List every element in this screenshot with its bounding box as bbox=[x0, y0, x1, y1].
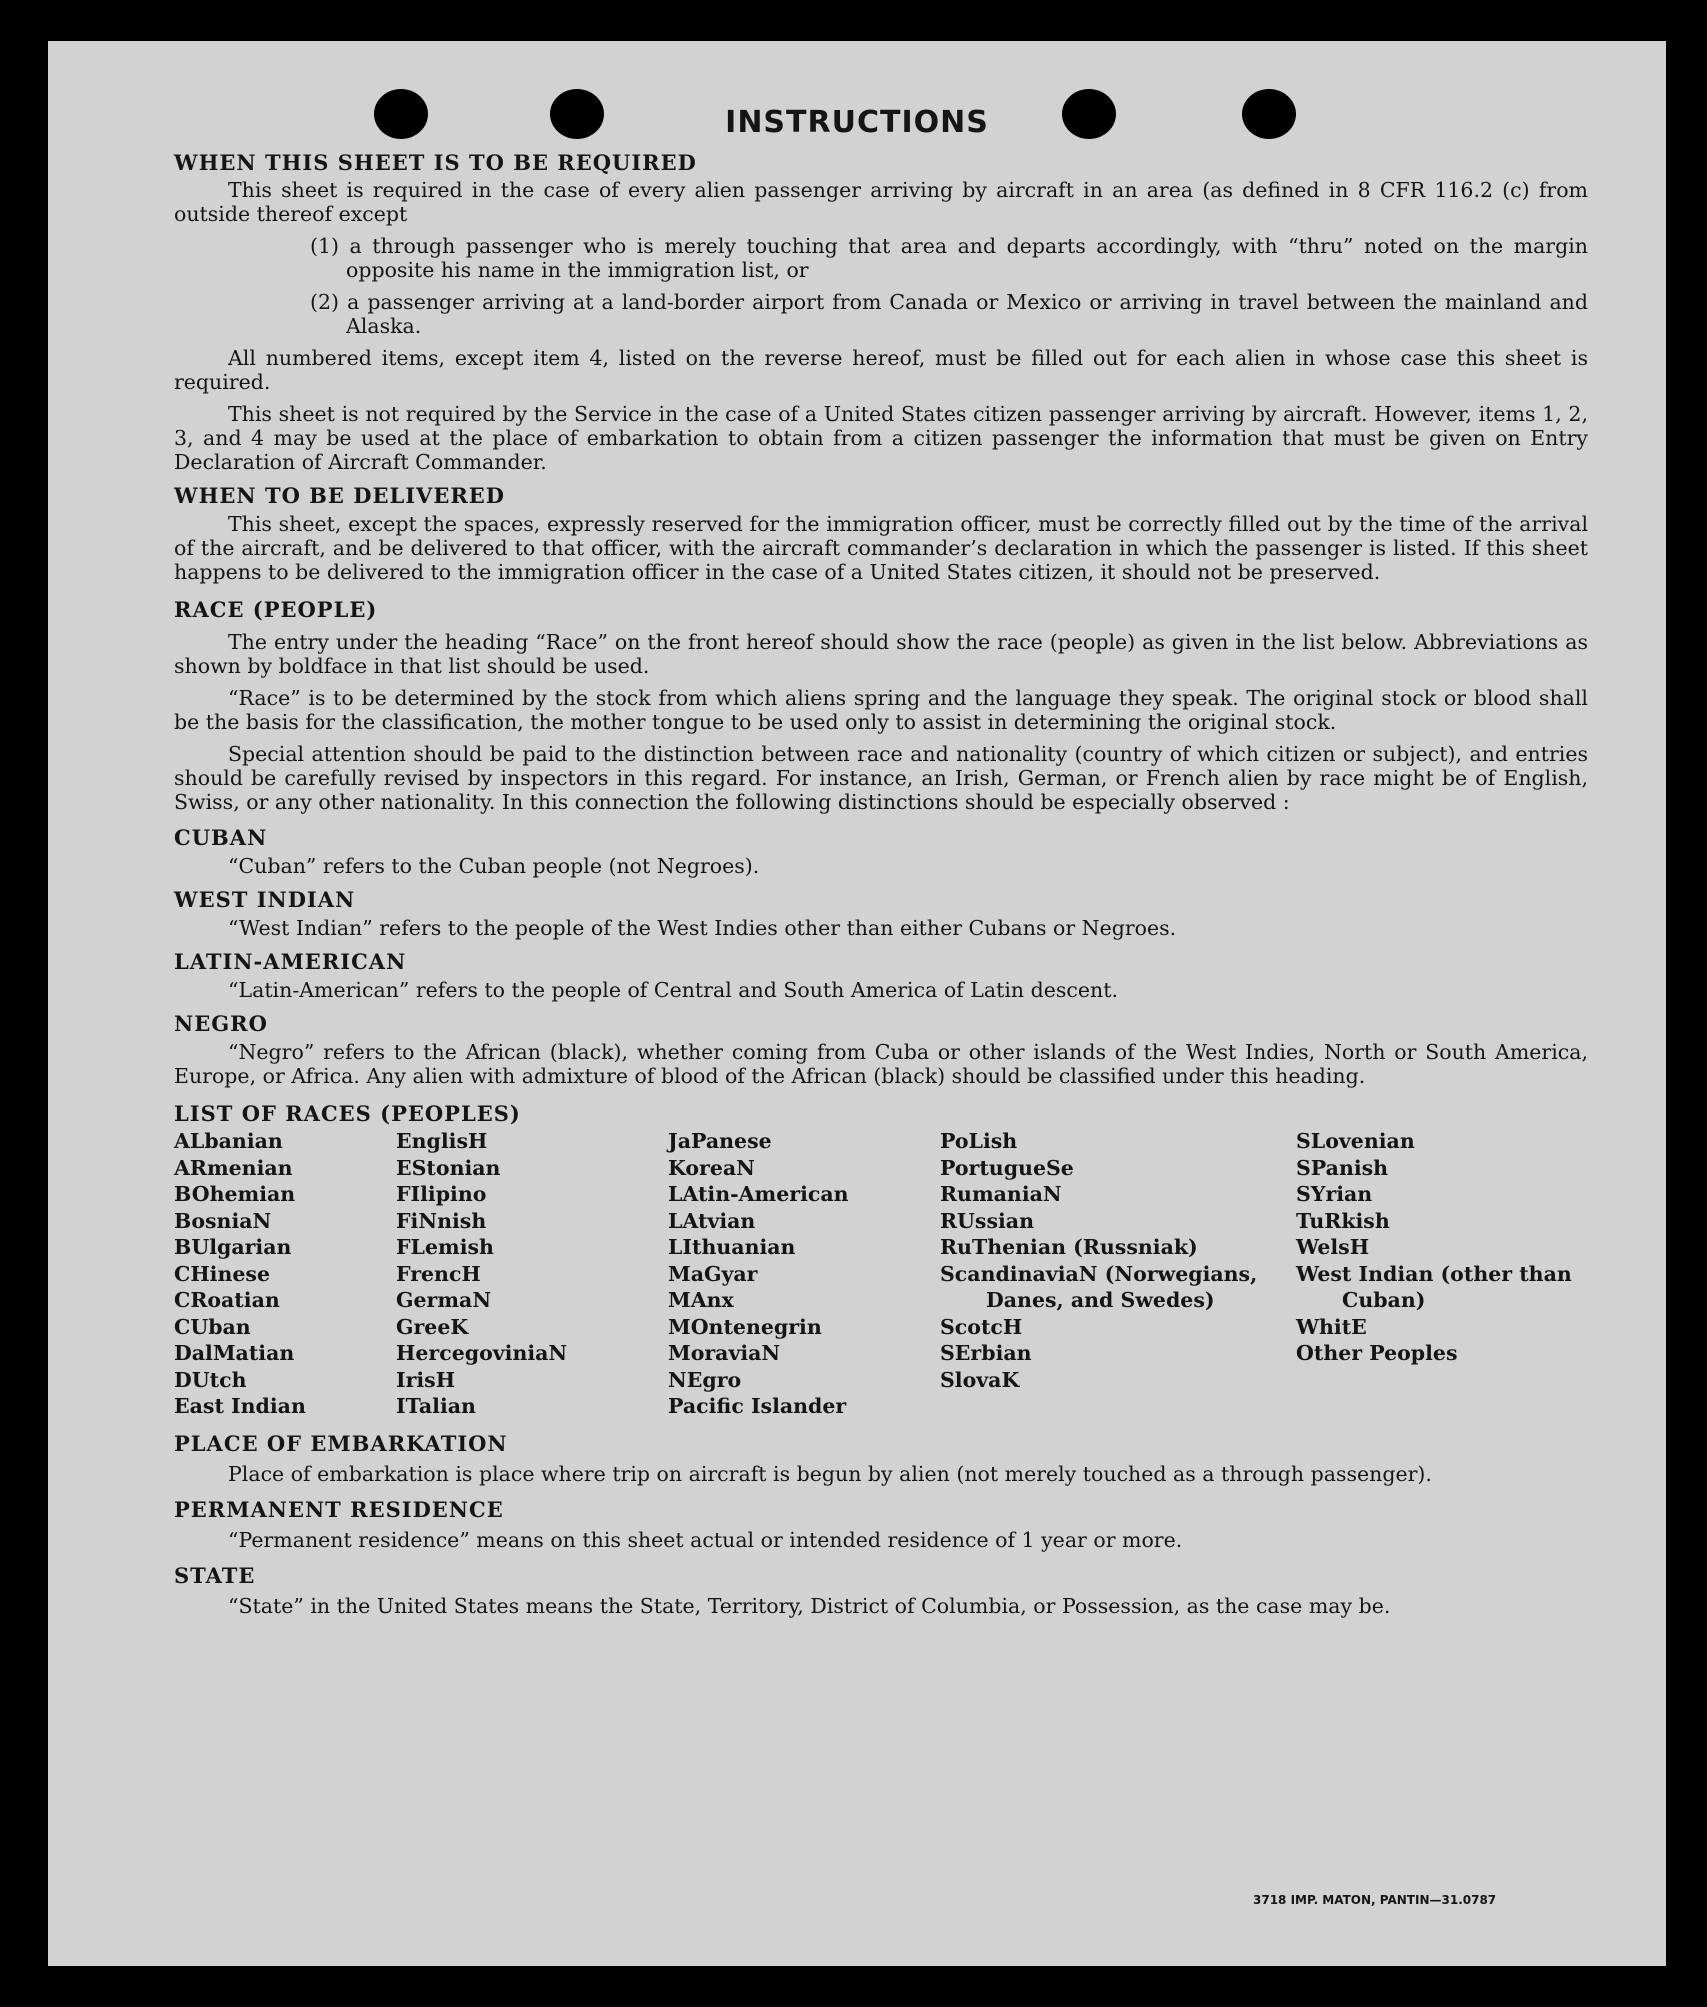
list-item: LAtvian bbox=[668, 1208, 756, 1233]
section-heading: STATE bbox=[174, 1562, 256, 1588]
paragraph: “West Indian” refers to the people of the West Indies other than either Cubans or Negroes. bbox=[228, 916, 1177, 940]
list-item: WhitE bbox=[1296, 1314, 1367, 1339]
list-item: KoreaN bbox=[668, 1155, 755, 1180]
list-item: SLovenian bbox=[1296, 1129, 1415, 1153]
page-title: INSTRUCTIONS bbox=[725, 105, 989, 140]
list-item: ITalian bbox=[396, 1394, 476, 1418]
list-item: MAnx bbox=[668, 1288, 734, 1312]
list-item: NEgro bbox=[668, 1367, 742, 1392]
list-item: FIlipino bbox=[396, 1182, 487, 1206]
race-list bbox=[174, 1128, 1588, 1420]
list-item: DUtch bbox=[174, 1367, 247, 1392]
list-item: (2) a passenger arriving at a land-border airport from Canada or Mexico or arriving in travel between the mainland and Alaska. bbox=[310, 290, 1588, 338]
paragraph: This sheet, except the spaces, expressly reserved for the immigration officer, must be correctly filled out by the time of the arrival of the aircraft, and be delivered to that officer, with the aircraft commander’s declaration in which the passenger is listed. If this sheet happens to be delivered to the immigration officer in the case of a United States citizen, it should not be preserved. bbox=[174, 512, 1588, 584]
race-column bbox=[396, 1128, 668, 1420]
list-item: HercegoviniaN bbox=[396, 1341, 568, 1365]
race-column bbox=[174, 1128, 396, 1420]
list-item: RuThenian (Russniak) bbox=[940, 1235, 1198, 1259]
list-item: CRoatian bbox=[174, 1288, 280, 1312]
list-item: MaGyar bbox=[668, 1261, 758, 1286]
race-column bbox=[668, 1128, 940, 1420]
list-item: RumaniaN bbox=[940, 1182, 1062, 1206]
list-item: MoraviaN bbox=[668, 1341, 781, 1365]
list-item: FiNnish bbox=[396, 1208, 487, 1233]
list-item: FrencH bbox=[396, 1261, 481, 1286]
list-item: LIthuanian bbox=[668, 1235, 796, 1259]
paragraph: The entry under the heading “Race” on the front hereof should show the race (people) as given in the list below. Abbreviations as shown by boldface in that list should be used. bbox=[174, 630, 1588, 678]
paragraph: “Permanent residence” means on this sheet actual or intended residence of 1 year or more. bbox=[228, 1527, 1183, 1552]
paragraph: This sheet is not required by the Service in the case of a United States citizen passenger arriving by aircraft. However, items 1, 2, 3, and 4 may be used at the place of embarkation to obtain from a citizen passenger the information that must be given on Entry Declaration of Aircraft Commander. bbox=[174, 402, 1588, 474]
section-heading: PERMANENT RESIDENCE bbox=[174, 1496, 504, 1522]
list-item: IrisH bbox=[396, 1367, 456, 1392]
list-item: TuRkish bbox=[1296, 1208, 1390, 1233]
list-item: West Indian (other than Cuban) bbox=[1296, 1261, 1572, 1312]
list-item: ScotcH bbox=[940, 1314, 1023, 1339]
list-item: MOntenegrin bbox=[668, 1314, 822, 1339]
list-item: SErbian bbox=[940, 1341, 1032, 1365]
section-heading: LIST OF RACES (PEOPLES) bbox=[174, 1101, 521, 1126]
list-item: PortugueSe bbox=[940, 1155, 1074, 1180]
section-heading: RACE (PEOPLE) bbox=[174, 597, 378, 622]
list-item: SPanish bbox=[1296, 1155, 1389, 1180]
section-heading: LATIN-AMERICAN bbox=[174, 949, 407, 974]
list-item: ARmenian bbox=[174, 1155, 293, 1180]
list-item: RUssian bbox=[940, 1208, 1034, 1233]
list-item: Pacific Islander bbox=[668, 1394, 847, 1418]
paragraph: “Race” is to be determined by the stock from which aliens spring and the language they speak. The original stock or blood shall be the basis for the classification, the mother tongue to be used only to assist in determining the original stock. bbox=[174, 686, 1588, 734]
section-heading: NEGRO bbox=[174, 1011, 268, 1036]
list-item: (1) a through passenger who is merely touching that area and departs accordingly, with “thru” noted on the margin opposite his name in the immigration list, or bbox=[310, 234, 1588, 282]
printer-imprint: 3718 IMP. MATON, PANTIN—31.0787 bbox=[1253, 1893, 1497, 1907]
list-item: GermaN bbox=[396, 1288, 492, 1312]
instructions-body bbox=[174, 151, 1588, 1618]
list-item: JaPanese bbox=[668, 1129, 772, 1153]
list-item: PoLish bbox=[940, 1129, 1018, 1153]
list-item: EnglisH bbox=[396, 1129, 488, 1153]
list-item: BosniaN bbox=[174, 1208, 272, 1233]
list-item: CHinese bbox=[174, 1261, 271, 1286]
list-item: FLemish bbox=[396, 1235, 494, 1259]
section-heading: CUBAN bbox=[174, 825, 268, 850]
paragraph: “State” in the United States means the State, Territory, District of Columbia, or Possession, as the case may be. bbox=[228, 1593, 1391, 1618]
list-item: ALbanian bbox=[174, 1129, 283, 1153]
list-item: BUlgarian bbox=[174, 1235, 292, 1259]
section-heading: PLACE OF EMBARKATION bbox=[174, 1430, 508, 1456]
list-item: SlovaK bbox=[940, 1367, 1020, 1392]
paragraph: “Latin-American” refers to the people of Central and South America of Latin descent. bbox=[228, 978, 1118, 1002]
list-item: Other Peoples bbox=[1296, 1341, 1458, 1365]
paragraph: “Cuban” refers to the Cuban people (not Negroes). bbox=[228, 854, 760, 878]
document-page bbox=[48, 41, 1666, 1966]
list-item: DalMatian bbox=[174, 1341, 295, 1365]
race-column bbox=[1296, 1128, 1588, 1420]
race-column bbox=[940, 1128, 1290, 1420]
list-item: LAtin-American bbox=[668, 1182, 849, 1206]
list-item: SYrian bbox=[1296, 1182, 1373, 1206]
list-item: WelsH bbox=[1296, 1235, 1370, 1259]
paragraph: Special attention should be paid to the distinction between race and nationality (country of which citizen or subject), and entries should be carefully revised by inspectors in this regard. For instance, an Irish, German, or French alien by race might be of English, Swiss, or any other nationality. In this connection the following distinctions should be especially observed : bbox=[174, 742, 1588, 814]
list-item: BOhemian bbox=[174, 1182, 296, 1206]
list-item: ScandinaviaN (Norwegians, Danes, and Swedes) bbox=[940, 1261, 1258, 1312]
section-heading: WEST INDIAN bbox=[174, 887, 356, 912]
paragraph: This sheet is required in the case of every alien passenger arriving by aircraft in an area (as defined in 8 CFR 116.2 (c) from outside thereof except bbox=[174, 178, 1588, 226]
list-item: GreeK bbox=[396, 1314, 469, 1339]
section-heading: WHEN THIS SHEET IS TO BE REQUIRED bbox=[174, 150, 697, 175]
list-item: EStonian bbox=[396, 1155, 501, 1180]
paragraph: Place of embarkation is place where trip on aircraft is begun by alien (not merely touched as a through passenger). bbox=[228, 1461, 1432, 1486]
list-item: East Indian bbox=[174, 1394, 306, 1418]
section-heading: WHEN TO BE DELIVERED bbox=[174, 483, 506, 508]
paragraph: “Negro” refers to the African (black), whether coming from Cuba or other islands of the West Indies, North or South America, Europe, or Africa. Any alien with admixture of blood of the African (black) should be classified under this heading. bbox=[174, 1040, 1588, 1088]
paragraph: All numbered items, except item 4, listed on the reverse hereof, must be filled out for each alien in whose case this sheet is required. bbox=[174, 346, 1588, 394]
list-item: CUban bbox=[174, 1314, 251, 1339]
